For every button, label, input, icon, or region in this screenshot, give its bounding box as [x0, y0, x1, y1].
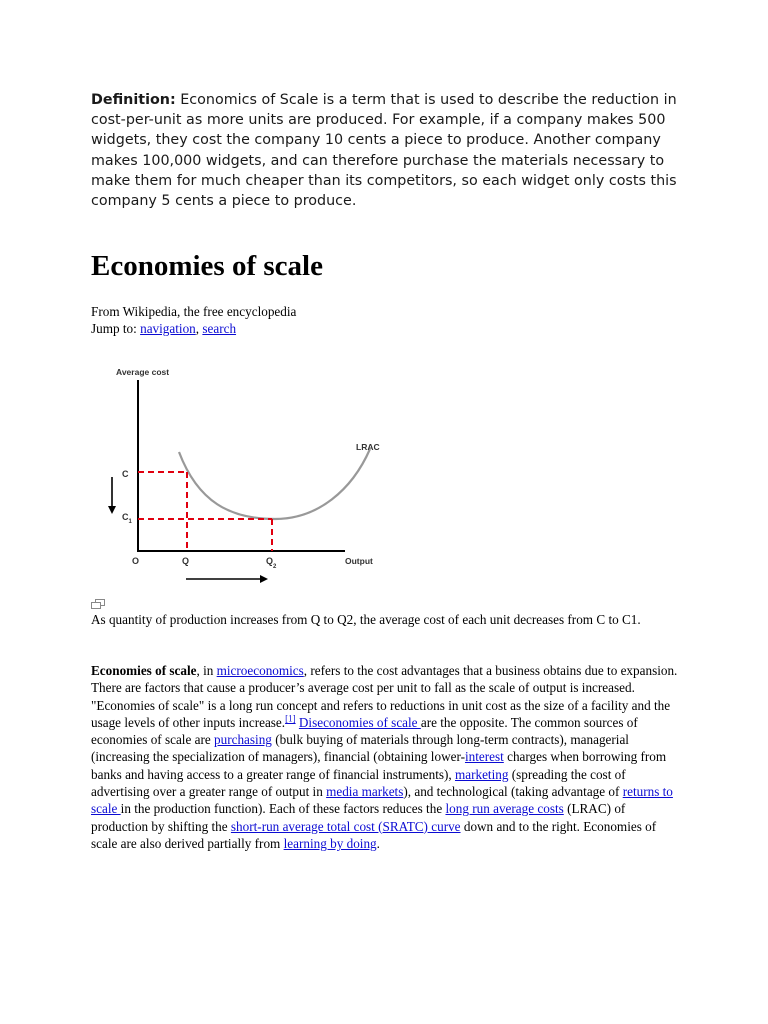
- microeconomics-link[interactable]: microeconomics: [216, 663, 304, 678]
- search-link[interactable]: search: [202, 321, 237, 336]
- body-text: (spreading the cost of advertising over a greater range of output in: [91, 766, 626, 800]
- body-text: (bulk buying of materials through long-term contracts), managerial (increasing the specialization of managers), financial (obtaining lower-: [91, 732, 629, 765]
- diseconomies-of-scale-link[interactable]: Diseconomies of scale: [298, 714, 421, 730]
- jump-to-label: Jump to:: [91, 321, 137, 336]
- economies-of-scale-figure: [100, 362, 400, 592]
- body-text: ), and technological (taking advantage of: [403, 784, 623, 800]
- body-text: charges when borrowing from banks and having access to a greater range of financial instruments),: [91, 749, 667, 782]
- body-paragraph: [91, 662, 685, 852]
- jump-to-line: [91, 320, 296, 337]
- article-title: Economies of scale: [91, 250, 323, 282]
- learning-by-doing-link[interactable]: learning by doing: [283, 835, 377, 851]
- sratc-curve-link[interactable]: short-run average total cost (SRATC) curve: [230, 818, 461, 834]
- body-text: .: [376, 835, 380, 851]
- term-bold: Economies of scale: [91, 663, 197, 678]
- media-markets-link[interactable]: media markets: [326, 784, 404, 800]
- purchasing-link[interactable]: purchasing: [214, 732, 272, 748]
- figure-caption: As quantity of production increases from Q to Q2, the average cost of each unit decreases from C to C1.: [91, 612, 641, 627]
- enlarge-icon[interactable]: [91, 599, 105, 609]
- interest-link[interactable]: interest: [464, 749, 504, 765]
- lrac-label: LRAC: [356, 442, 380, 452]
- returns-to-scale-link[interactable]: returns to scale: [91, 784, 673, 817]
- body-text: down and to the right. Economies of scale are also derived partially from: [91, 818, 657, 851]
- marketing-link[interactable]: marketing: [454, 766, 509, 782]
- definition-label: Definition:: [91, 92, 176, 108]
- body-text: (LRAC) of production by shifting the: [91, 801, 626, 834]
- q-label: Q: [182, 556, 190, 566]
- long-run-average-costs-link[interactable]: long run average costs: [445, 801, 564, 817]
- lrac-curve: [179, 449, 370, 519]
- c-label: C: [122, 469, 129, 479]
- body-text: , in: [196, 663, 217, 678]
- definition-paragraph: [91, 90, 691, 211]
- jump-separator: ,: [195, 321, 200, 336]
- body-text: in the production function). Each of these factors reduces the: [120, 801, 446, 817]
- c1-label: $C_1$: [122, 512, 132, 525]
- body-text: are the opposite. The common sources of economies of scale are: [91, 714, 638, 748]
- origin-label: O: [132, 556, 140, 566]
- y-axis-label: Average cost: [116, 367, 170, 377]
- body-text: , refers to the cost advantages that a business obtains due to expansion. There are factors that cause a producer’s average cost per unit to fall as the scale of output is increased. "Economies of scale" is a long run concept and refers to reductions in unit cost as the size of a facility and the usage levels of other inputs increase.: [91, 663, 678, 730]
- article-source: From Wikipedia, the free encyclopedia: [91, 304, 297, 319]
- article-meta: [91, 303, 296, 337]
- definition-text: Economics of Scale is a term that is used to describe the reduction in cost-per-unit as more units are produced. For example, if a company makes 500 widgets, they cost the company 10 cents a piece to produce. Another company makes 100,000 widgets, and can therefore purchase the materials necessary to make them for much cheaper than its competitors, so each widget only costs this company 5 cents a piece to produce.: [91, 92, 677, 210]
- q2-label: $Q_2$: [266, 556, 277, 570]
- citation-1-link[interactable]: [1]: [285, 713, 296, 724]
- navigation-link[interactable]: navigation: [140, 321, 196, 336]
- x-axis-label: Output: [345, 556, 373, 566]
